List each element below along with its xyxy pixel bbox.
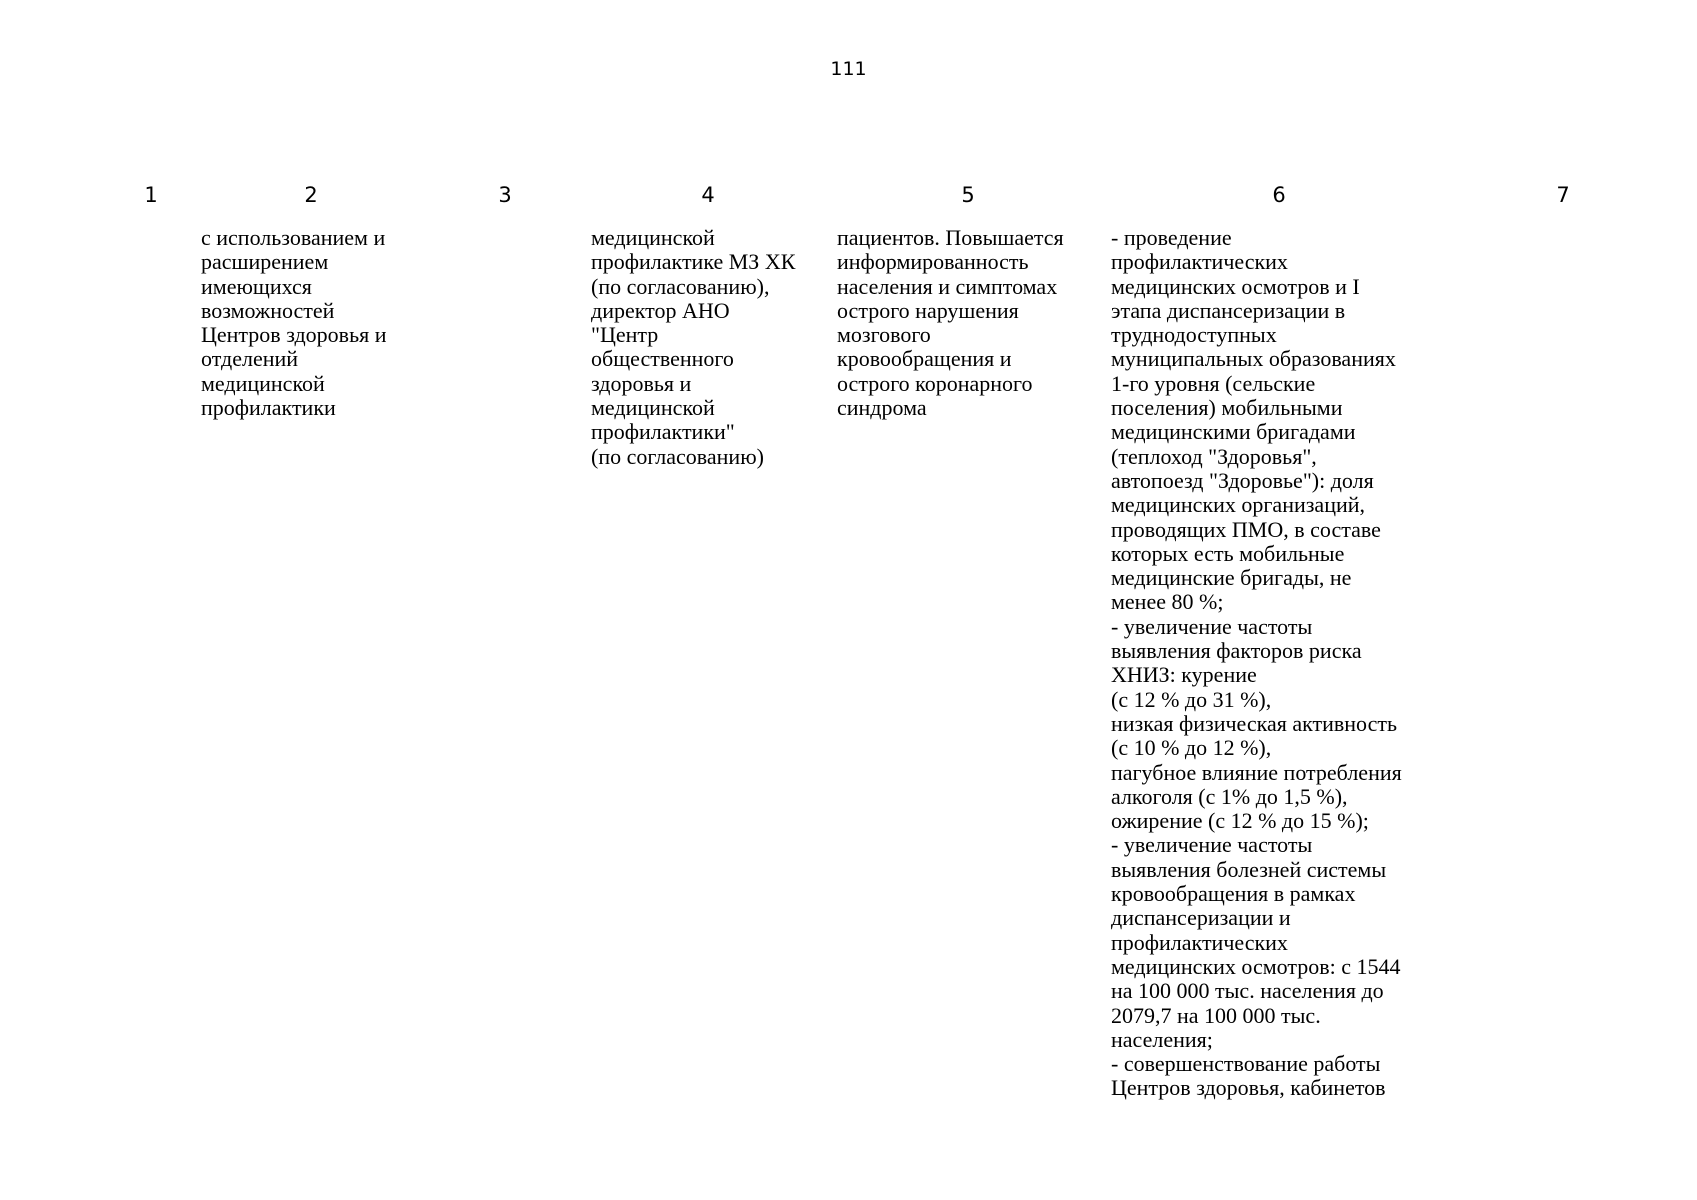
text-line: (теплоход "Здоровья", (1111, 443, 1317, 469)
text-line: ожирение (с 12 % до 15 %); (1111, 808, 1369, 834)
text-line: профилактики (201, 395, 336, 421)
page-number: 111 (830, 58, 867, 80)
text-line: населения; (1111, 1026, 1213, 1052)
text-line: медицинской (591, 395, 715, 421)
text-line: "Центр (591, 322, 659, 348)
text-line: - увеличение частоты (1111, 613, 1313, 639)
text-line: профилактических (1111, 929, 1288, 955)
text-line: на 100 000 тыс. населения до (1111, 978, 1384, 1004)
column-number-7: 7 (1556, 183, 1570, 207)
text-line: труднодоступных (1111, 322, 1277, 348)
text-line: медицинскими бригадами (1111, 419, 1356, 445)
text-line: медицинских осмотров: с 1544 (1111, 953, 1401, 979)
text-line: кровообращения в рамках (1111, 881, 1356, 907)
text-line: алкоголя (с 1% до 1,5 %), (1111, 783, 1348, 809)
text-line: этапа диспансеризации в (1111, 297, 1346, 323)
text-line: проводящих ПМО, в составе (1111, 516, 1381, 542)
text-line: медицинских организаций, (1111, 492, 1366, 518)
text-line: менее 80 %; (1111, 589, 1224, 615)
text-line: (по согласованию) (591, 443, 764, 469)
text-line: медицинских осмотров и I (1111, 273, 1360, 299)
text-line: Центров здоровья, кабинетов (1111, 1075, 1386, 1101)
text-line: - увеличение частоты (1111, 832, 1313, 858)
text-line: - совершенствование работы (1111, 1051, 1381, 1077)
column-number-5: 5 (961, 183, 975, 207)
column-number-1: 1 (144, 183, 158, 207)
text-line: выявления болезней системы (1111, 856, 1387, 882)
text-line: выявления факторов риска (1111, 638, 1362, 664)
text-line: (по согласованию), (591, 273, 770, 299)
text-line: которых есть мобильные (1111, 540, 1345, 566)
text-line: автопоезд "Здоровье"): доля (1111, 467, 1374, 493)
text-line: (с 12 % до 31 %), (1111, 686, 1272, 712)
text-line: пациентов. Повышается (837, 225, 1064, 250)
text-line: мозгового (837, 322, 931, 348)
text-line: общественного (591, 346, 734, 372)
text-line: острого нарушения (837, 297, 1019, 323)
text-line: профилактике МЗ ХК (591, 249, 796, 275)
text-line: синдрома (837, 395, 927, 421)
text-line: 2079,7 на 100 000 тыс. (1111, 1002, 1321, 1028)
text-line: ХНИЗ: курение (1111, 662, 1257, 688)
cell-column-4 (591, 226, 795, 469)
text-line: кровообращения и (837, 346, 1012, 372)
text-line: здоровья и (591, 370, 692, 396)
text-line: профилактики" (591, 419, 735, 445)
text-line: профилактических (1111, 249, 1288, 275)
text-line: медицинские бригады, не (1111, 565, 1352, 591)
text-line: медицинской (591, 225, 715, 250)
column-number-2: 2 (304, 183, 318, 207)
column-number-3: 3 (498, 183, 512, 207)
text-line: населения и симптомах (837, 273, 1058, 299)
column-number-6: 6 (1272, 183, 1286, 207)
text-line: острого коронарного (837, 370, 1033, 396)
text-line: отделений (201, 346, 299, 372)
text-line: директор АНО (591, 297, 730, 323)
cell-column-2 (201, 226, 387, 420)
text-line: возможностей (201, 297, 335, 323)
text-line: (с 10 % до 12 %), (1111, 735, 1272, 761)
text-line: имеющихся (201, 273, 312, 299)
text-line: поселения) мобильными (1111, 395, 1343, 421)
text-line: Центров здоровья и (201, 322, 387, 348)
text-line: - проведение (1111, 225, 1232, 250)
text-line: с использованием и (201, 225, 386, 250)
text-line: низкая физическая активность (1111, 710, 1398, 736)
text-line: информированность (837, 249, 1029, 275)
text-line: пагубное влияние потребления (1111, 759, 1402, 785)
text-line: диспансеризации и (1111, 905, 1291, 931)
cell-column-6 (1111, 226, 1402, 1101)
text-line: медицинской (201, 370, 325, 396)
text-line: расширением (201, 249, 329, 275)
cell-column-5 (837, 226, 1064, 420)
text-line: муниципальных образованиях (1111, 346, 1396, 372)
text-line: 1-го уровня (сельские (1111, 370, 1316, 396)
column-number-4: 4 (701, 183, 715, 207)
